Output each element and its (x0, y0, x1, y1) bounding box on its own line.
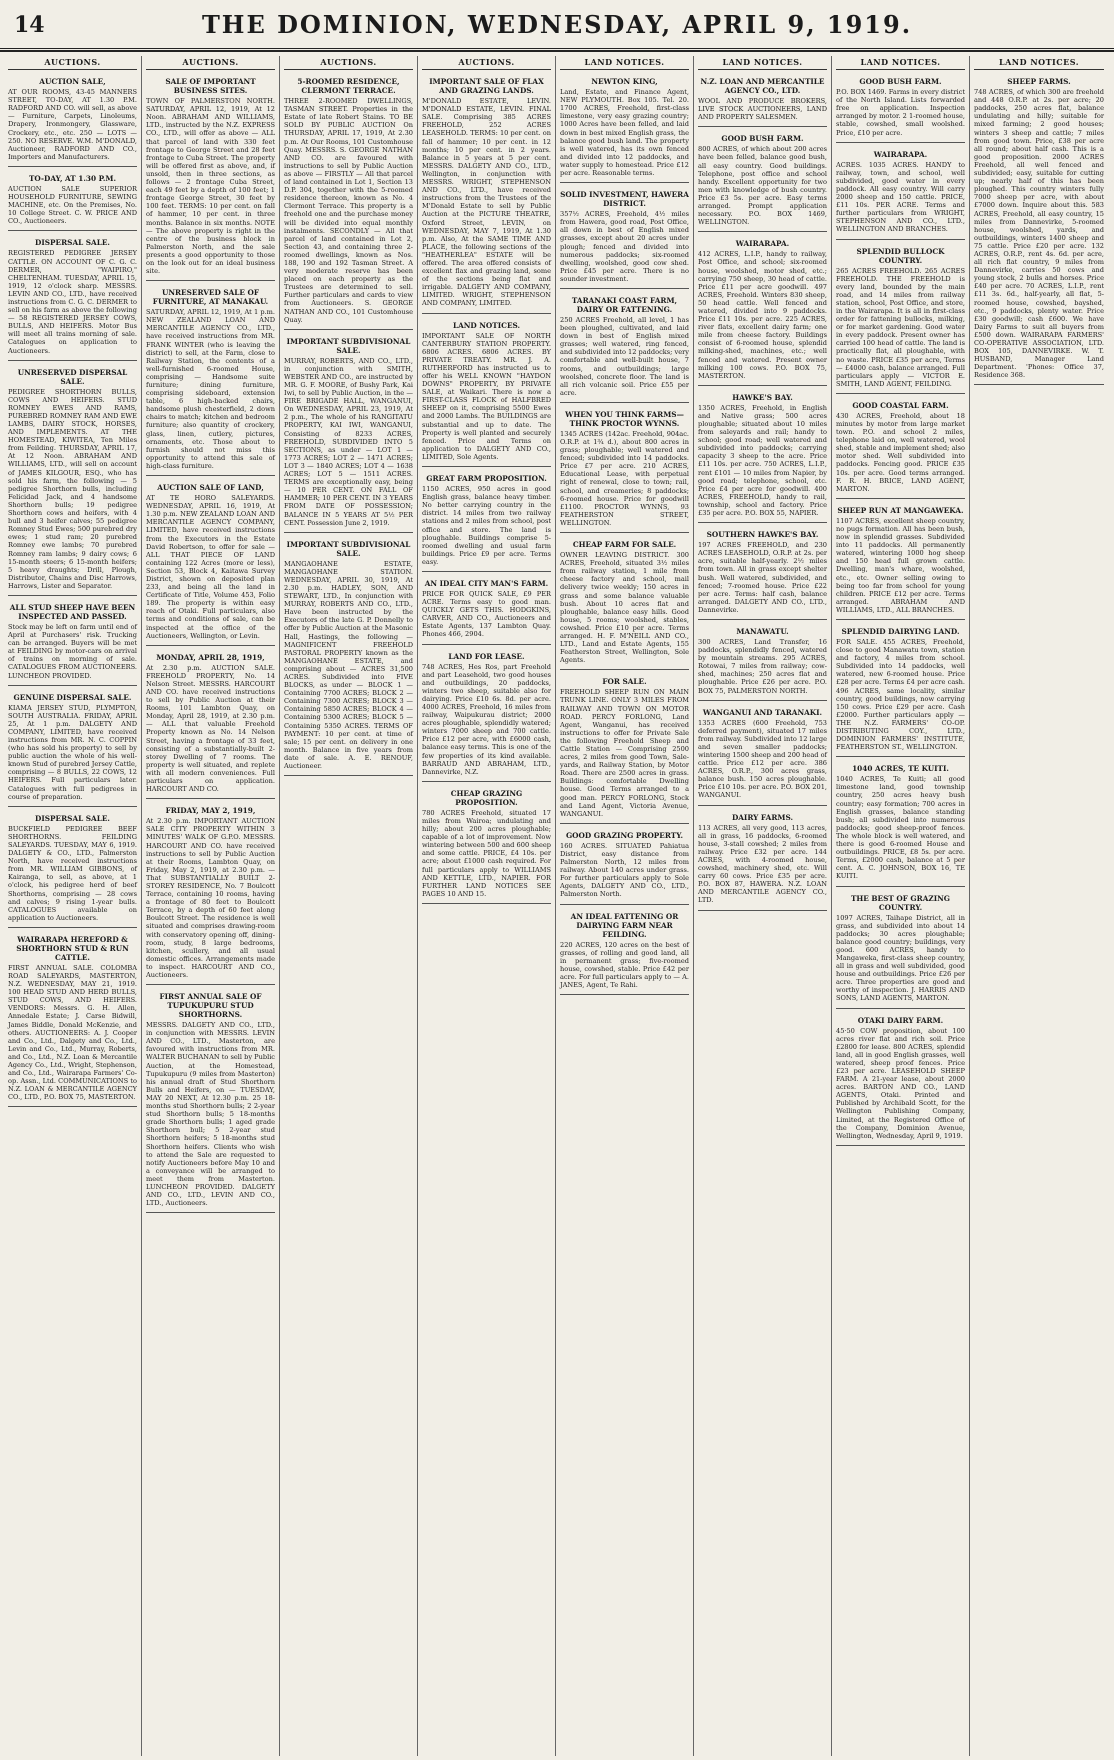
column-1 (4, 56, 142, 1756)
ad-heading: CHEAP GRAZING PROPOSITION. (450, 788, 523, 807)
ad-heading: FOR SALE. (602, 677, 647, 687)
advertisement (836, 1013, 965, 1146)
ad-body: KIAMA JERSEY STUD, PLYMPTON, SOUTH AUSTRALIA. FRIDAY, APRIL 25, At 1 p.m. DALGETY AND COMPANY, LIMITED, have received instructions from MR. N. C. COPPIN (who has sold his property) to sell by public auction the whole of his well-known Stud of purebred Jersey Cattle, comprising — 8 BULLS, 22 COWS, 12 HEIFERS. Full particulars later. Catalogues with full pedigrees in course of preparation. (8, 703, 137, 801)
ad-heading: FIRST ANNUAL SALE OF TUPUKUPURU STUD SHORTHORNS. (159, 992, 262, 1020)
ad-body: 1040 ACRES, Te Kuiti; all good limestone land, good township country, 250 acres heavy bush country; easy formation; 700 acres in English grasses, balance standing bush; all subdivided into numerous paddocks; good sheep-proof fences. The whole block is well watered, and there is good 6-roomed House and outbuildings. PRICE, £8 5s. per acre. Terms, £2000 cash, balance at 5 per cent. A. C. JOHNSON, BOX 16, TE KUITI. (836, 775, 965, 881)
ad-heading: WHEN YOU THINK FARMS—THINK PROCTOR WYNNS. (565, 409, 684, 428)
advertisement (284, 537, 413, 776)
column-header: LAND NOTICES. (698, 56, 827, 70)
advertisement (8, 365, 137, 596)
column-5 (556, 56, 694, 1756)
column-header: AUCTIONS. (146, 56, 275, 70)
advertisement (8, 171, 137, 231)
ad-heading: SALE OF IMPORTANT BUSINESS SITES. (165, 77, 256, 96)
ad-heading: GOOD COASTAL FARM. (852, 400, 949, 410)
ad-body: 1353 ACRES (600 Freehold, 753 deferred payment), situated 17 miles from railway. Subdivided into 12 large and seven smaller paddocks; wintering 1500 sheep and 200 head of cattle. Price £12 per acre. 386 ACRES, O.R.P., 300 acres grass, balance bush. 150 acres ploughable. Price £10 10s. per acre. P.O. BOX 201, WANGANUI. (698, 718, 827, 800)
ad-body: PEDIGREE SHORTHORN BULLS, COWS AND HEIFERS. STUD ROMNEY EWES AND RAMS, PUREBRED ROMNEY RAM AND EWE LAMBS, DAIRY STOCK, HORSES, AND IMPLEMENTS. AT THE HOMESTEAD, KIWITEA, Ten Miles from Feilding. THURSDAY, APRIL 17, At 12 Noon. ABRAHAM AND WILLIAMS, LTD., will sell on account of JAMES KILGOUR, ESQ., who has sold his farm, the following — 5 pedigree Shorthorn bulls, including Felicidad Jack, and 4 handsome Shorthorn bulls; 19 pedigree Shorthorn cows and heifers, with 4 bull and 3 heifer calves; 55 pedigree Romney Stud Ewes; 500 purebred dry ewes; 1 stud ram; 20 purebred Romney ewe lambs; 70 purebred Romney ram lambs; 9 dairy cows; 6 15-month steers; 6 15-month heifers; 5 heavy draughts; Drill, Plough, Distributor, Chains and Disc Harrows, Harrows, Lister and Separator. (8, 387, 137, 590)
advertisement (422, 471, 551, 572)
ad-body: FREEHOLD SHEEP RUN ON MAIN TRUNK LINE. ONLY 3 MILES FROM RAILWAY AND TOWN ON MOTOR ROAD. PERCY FORLONG, Land Agent, Wanganui, has received instructions to offer for Private Sale the following Freehold Sheep and Cattle Station — Comprising 2500 acres, 2 miles from good Town, Sale-yards, and Railway Station, by Motor Road. There are 2500 acres in grass. Buildings: comfortable Dwelling house. Good Terms arranged to a good man. PERCY FORLONG, Stock and Land Agent, Victoria Avenue, WANGANUI. (560, 688, 689, 818)
column-header: LAND NOTICES. (560, 56, 689, 70)
ad-heading: AUCTION SALE OF LAND, (157, 483, 264, 493)
ad-body: OWNER LEAVING DISTRICT. 300 ACRES, Freehold, situated 3½ miles from railway station, 1 mile from cheese factory and school, mail delivery twice weekly; 150 acres in grass and some balance valuable bush. About 10 acres flat and ploughable, balance easy hills. Good house, 5 rooms; woolshed, stables, cowshed. Price £10 per acre. Terms arranged. H. F. M'NEILL AND CO., LTD., Land and Estate Agents, 155 Featherston Street, Wellington, Sole Agents. (560, 551, 689, 665)
ad-heading: DISPERSAL SALE. (35, 238, 110, 248)
ad-heading: UNRESERVED DISPERSAL SALE. (17, 367, 128, 386)
ad-heading: FRIDAY, MAY 2, 1919, (165, 806, 256, 816)
advertisement (836, 624, 965, 757)
ad-heading: THE BEST OF GRAZING COUNTRY. (850, 893, 951, 912)
column-header: AUCTIONS. (284, 56, 413, 70)
ad-heading: IMPORTANT SALE OF FLAX AND GRAZING LANDS. (429, 77, 544, 96)
ad-body: TOWN OF PALMERSTON NORTH. SATURDAY, APRIL 12, 1919, At 12 Noon. ABRAHAM AND WILLIAMS, LTD., instructed by the N.Z. EXPRESS CO., LTD., will offer as above — ALL that parcel of land with 330 feet frontage to George Street and 28 feet frontage to Cuba Street. The property will be offered first as above, and, if unsold, then in three sections, as follows — 2 frontage Cuba Street, each 49 feet by a depth of 100 feet; 1 frontage George Street, 30 feet by 100 feet. TERMS: 10 per cent. on fall of hammer, 10 per cent. in three months. Balance in six months. NOTE — The above property is right in the centre of the business block in Palmerston North, and the sale presents a good opportunity to those on the look out for an ideal business site. (146, 97, 275, 276)
advertisement (422, 649, 551, 782)
ad-heading: LAND FOR LEASE. (448, 651, 525, 661)
ad-heading: WAIRARAPA. (873, 149, 928, 159)
ad-body: WOOL AND PRODUCE BROKERS, LIVE STOCK AUCTIONEERS, LAND AND PROPERTY SALESMEN. (698, 97, 827, 122)
ad-body: 220 ACRES, 120 acres on the best of grasses, of rolling and good land, all in permanent grass; five-roomed house, cowshed, stable. Price £42 per acre. For full particulars apply to — A. JANES, Agent, Te Rahi. (560, 940, 689, 989)
advertisement (974, 74, 1104, 385)
column-header: LAND NOTICES. (974, 56, 1104, 70)
advertisement (698, 527, 827, 620)
column-7 (832, 56, 970, 1756)
column-8 (970, 56, 1108, 1756)
masthead-rule (0, 48, 1114, 49)
column-header: AUCTIONS. (8, 56, 137, 70)
ad-heading: WAIRARAPA. (735, 239, 790, 249)
ad-body: M'DONALD ESTATE, LEVIN. M'DONALD ESTATE, LEVIN. FINAL SALE. Comprising 385 ACRES FREEHOLD, 252 ACRES LEASEHOLD. TERMS: 10 per cent. on fall of hammer; 10 per cent. in 12 months; 10 per cent. in 2 years. Balance in 5 years at 5 per cent. MESSRS. DALGETY AND CO., LTD., Wellington, in conjunction with MESSRS. WRIGHT, STEPHENSON AND CO., LTD., have received instructions from the Trustees of the M'Donald Estate to sell by Public Auction at the PICTURE THEATRE, Oxford Street, LEVIN, on WEDNESDAY, MAY 7, 1919, At 1.30 p.m. Also, At the SAME TIME AND PLACE, the following sections of the "HEATHERLEA" ESTATE will be offered. The area offered consists of excellent flax and grazing land, some of the sections being flat and irrigable. DALGETY AND COMPANY, LIMITED. WRIGHT, STEPHENSON AND COMPANY, LIMITED. (422, 97, 551, 308)
ad-body: 412 ACRES, L.I.P., handy to railway, Post Office, and school; six-roomed house, woolshed, motor shed, etc.; carrying 750 sheep, 30 head of cattle. Price £11 per acre goodwill. 497 ACRES, Freehold. Winters 830 sheep, 50 head cattle. Well fenced and watered, divided into 9 paddocks. Price £11 10s. per acre. 225 ACRES, river flats, excellent dairy farm; one mile from cheese factory. Buildings consist of 6-roomed house, splendid milking-shed, machines, etc.; well fenced and watered. Present owner milking 100 cows. P.O. BOX 75, MASTERTON. (698, 250, 827, 380)
advertisement (698, 705, 827, 806)
columns-container (4, 56, 1110, 1756)
advertisement (836, 244, 965, 394)
advertisement (560, 293, 689, 403)
ad-body: 1345 ACRES (142ac. Freehold, 904ac. O.R.P. at 1¾ d.), about 800 acres in grass; ploughable; well watered and fenced; subdivided into 14 paddocks. Price £7 per acre. 210 ACRES, Educational Lease, with perpetual right of renewal, close to town; rail, school, and creameries; 8 paddocks; 6-roomed house. Price for goodwill £1100. PROCTOR WYNNS, 93 FEATHERSTON STREET, WELLINGTON. (560, 429, 689, 527)
ad-body: FOR SALE. 455 ACRES, Freehold, close to good Manawatu town, station and factory, 4 miles from school. Subdivided into 14 paddocks, well watered, new 6-roomed house. Price £28 per acre. Terms £4 per acre cash. 496 ACRES, same locality, similar country, good buildings, now carrying 150 cows. Price £29 per acre. Cash £2000. Further particulars apply — THE N.Z. FARMERS' CO-OP. DISTRIBUTING COY., LTD., DOMINION FARMERS' INSTITUTE, FEATHERSTON ST., WELLINGTON. (836, 637, 965, 752)
ad-heading: ALL STUD SHEEP HAVE BEEN INSPECTED AND PASSED. (9, 602, 136, 621)
ad-heading: GREAT FARM PROPOSITION. (426, 474, 547, 484)
ad-body: REGISTERED PEDIGREE JERSEY CATTLE. ON ACCOUNT OF C. G. C. DERMER, "WAIPIRO," CHELTENHAM. TUESDAY, APRIL 15, 1919, 12 o'clock sharp. MESSRS. LEVIN AND CO., LTD., have received instructions from C. G. C. DERMER to sell on his farm as above the following — 58 REGISTERED JERSEY COWS, BULLS, AND HEIFERS. Motor Bus will meet all trains morning of sale. Catalogues on application to Auctioneers. (8, 249, 137, 355)
advertisement (698, 74, 827, 127)
ad-body: 748 ACRES, Hes Ros, part Freehold and part Leasehold, two good houses and outbuildings, 20 paddocks, winters two sheep, suitable also for dairying. Price £10 6s. 8d. per acre. 4000 ACRES, Freehold, 16 miles from railway, Waipukurau district; 2000 acres ploughable, splendidly watered; winters 7000 sheep and 700 cattle. Price £12 per acre, with £6000 cash, balance easy terms. This is one of the few properties of its kind available. BARRAUD AND ABRAHAM, LTD., Dannevirke, N.Z. (422, 662, 551, 776)
ad-body: 250 ACRES Freehold, all level, 1 has been ploughed, cultivated, and laid down in best of English mixed grasses; well watered, ring fenced, and subdivided into 12 paddocks; very comfortable and well-built house, 7 rooms, and outbuildings; large woolshed, concrete floor. The land is all rich volcanic soil. Price £55 per acre. (560, 315, 689, 397)
advertisement (560, 407, 689, 533)
advertisement (560, 537, 689, 670)
ad-body: 357½ ACRES, Freehold, 4½ miles from Hawera, good road, Post Office, all down in best of English mixed grasses, except about 20 acres under plough; fenced and divided into numerous paddocks; six-roomed dwelling, woolshed, good cow shed. Price £45 per acre. There is no sounder investment. (560, 210, 689, 283)
ad-heading: DAIRY FARMS. (731, 812, 794, 822)
advertisement (422, 786, 551, 904)
ad-heading: GENUINE DISPERSAL SALE. (13, 692, 132, 702)
column-4 (418, 56, 556, 1756)
ad-heading: DISPERSAL SALE. (35, 813, 110, 823)
advertisement (8, 74, 137, 167)
advertisement (698, 390, 827, 523)
ad-heading: IMPORTANT SUBDIVISIONAL SALE. (286, 336, 411, 355)
advertisement (422, 318, 551, 468)
ad-body: 1350 ACRES, Freehold, in English and Native grass; 500 acres ploughable; situated about 10 miles from saleyards and rail; handy to school; good road; well watered and subdivided into paddocks; carrying capacity 3 sheep to the acre. Price £11 10s. per acre. 750 ACRES, L.I.P., rent £101 — 10 miles from Napier, by good road; telephone, school, etc. Price £4 per acre for goodwill. 400 ACRES, FREEHOLD, handy to rail, township, school and factory. Price £35 per acre. P.O. BOX 55, NAPIER. (698, 403, 827, 518)
ad-body: 1097 ACRES, Taihape District, all in grass, and subdivided into about 14 paddocks; 30 acres ploughable; balance good country; buildings, very good. 600 ACRES, handy to Mangaweka, first-class sheep country, all in grass and well subdivided, good house and outbuildings. Price £26 per acre. Three properties are good and worthy of inspection. J. HARRIS AND SONS, LAND AGENTS, MARTON. (836, 913, 965, 1003)
ad-heading: SPLENDID DAIRYING LAND. (841, 626, 960, 636)
ad-heading: MANAWATU. (736, 626, 789, 636)
ad-body: At 2.30 p.m. AUCTION SALE. FREEHOLD PROPERTY, No. 14 Nelson Street. MESSRS. HARCOURT AND CO. have received instructions to sell by Public Auction at their Rooms, 101 Lambton Quay, on Monday, April 28, 1919, at 2.30 p.m. — ALL that valuable Freehold Property known as No. 14 Nelson Street, having a frontage of 33 feet, consisting of a substantially-built 2-storey Dwelling of 7 rooms. The property is well situated, and replete with all modern conveniences. Full particulars on application. HARCOURT AND CO. (146, 663, 275, 794)
advertisement (560, 828, 689, 905)
ad-heading: SPLENDID BULLOCK COUNTRY. (856, 246, 945, 265)
advertisement (836, 74, 965, 143)
ad-heading: OTAKI DAIRY FARM. (857, 1015, 944, 1025)
advertisement (146, 803, 275, 985)
ad-body: Stock may be left on farm until end of April at Purchasers' risk. Trucking can be arranged. Buyers will be met at FEILDING by motor-cars on arrival of trains on morning of sale. CATALOGUES FROM AUCTIONEERS. LUNCHEON PROVIDED. (8, 622, 137, 680)
ad-heading: TARANAKI COAST FARM, DAIRY OR FATTENING. (571, 295, 678, 314)
ad-body: BUCKFIELD PEDIGREE BEEF SHORTHORNS. FEILDING SALEYARDS. TUESDAY, MAY 6, 1919. DALGETY & CO., LTD., Palmerston North, have received instructions from MR. WILLIAM GIBBONS, of Kairanga, to sell, as above, at 1 o'clock, his pedigree herd of beef Shorthorns, comprising — 28 cows and calves; 9 rising 1-year bulls. CATALOGUES available on application to Auctioneers. (8, 824, 137, 922)
advertisement (836, 761, 965, 886)
advertisement (422, 74, 551, 313)
ad-body: MANGAOHANE ESTATE, MANGAOHANE STATION. WEDNESDAY, APRIL 30, 1919, At 2.30 p.m. HADLEY, SON, AND STEWART, LTD., In conjunction with MURRAY, ROBERTS AND CO., LTD., Have been instructed by the Executors of the late G. P. Donnelly to offer by Public Auction at the Masonic Hall, Hastings, the following — MAGNIFICENT FREEHOLD PASTORAL PROPERTY known as the MANGAOHANE ESTATE, and comprising about — ACRES 31,500 ACRES. Subdivided into FIVE BLOCKS, as under — BLOCK 1 — Containing 7700 ACRES; BLOCK 2 — Containing 7300 ACRES; BLOCK 3 — Containing 5850 ACRES; BLOCK 4 — Containing 5300 ACRES; BLOCK 5 — Containing 5350 ACRES. TERMS OF PAYMENT: 10 per cent. at time of sale; 15 per cent. on delivery in one month. Balance in five years from date of sale. A. E. RENOUF, Auctioneer. (284, 559, 413, 771)
ad-body: MURRAY, ROBERTS, AND CO., LTD., in conjunction with SMITH, WEBSTER AND CO., are instructed by MR. G. F. MOORE, of Bushy Park, Kai Iwi, to sell by Public Auction, in the — FIRE BRIGADE HALL, WANGANUI, On WEDNESDAY, APRIL 23, 1919, At 2 p.m., The whole of his RANGITATU PROPERTY, KAI IWI, WANGANUI, Consisting of 8233 ACRES, FREEHOLD, SUBDIVIDED INTO 5 SECTIONS, as under — LOT 1 — 1773 ACRES; LOT 2 — 1471 ACRES; LOT 3 — 1840 ACRES; LOT 4 — 1638 ACRES; LOT 5 — 1511 ACRES. TERMS are exceptionally easy, being — 10 PER CENT. ON FALL OF HAMMER; 10 PER CENT. IN 3 YEARS FROM DATE OF POSSESSION; BALANCE IN 5 YEARS AT 5½ PER CENT. Possession June 2, 1919. (284, 356, 413, 527)
ad-heading: N.Z. LOAN AND MERCANTILE AGENCY CO., LTD. (700, 77, 825, 96)
advertisement (8, 600, 137, 686)
ad-heading: MONDAY, APRIL 28, 1919, (156, 652, 265, 662)
newspaper-title: THE DOMINION, WEDNESDAY, APRIL 9, 1919. (201, 10, 913, 39)
ad-heading: GOOD GRAZING PROPERTY. (565, 830, 684, 840)
ad-body: 1107 ACRES, excellent sheep country, no pugs formation. All has been bush, now in splendid grasses. Subdivided into 11 paddocks. All permanently watered, wintering 1000 hog sheep and 150 head full grown cattle. Dwelling, man's whare, woolshed, etc., etc. Owner selling owing to being too far from school for young children. PRICE £12 per acre. Terms arranged. ABRAHAM AND WILLIAMS, LTD., ALL BRANCHES. (836, 516, 965, 614)
ad-body: 300 ACRES, Land Transfer, 16 paddocks, splendidly fenced, watered by mountain streams. 295 ACRES, Rotowai, 7 miles from railway; cow-shed, machines; 250 acres flat and ploughable. Price £26 per acre. P.O. BOX 75, PALMERSTON NORTH. (698, 637, 827, 695)
advertisement (8, 811, 137, 928)
ad-body: P.O. BOX 1469. Farms in every district of the North Island. Lists forwarded free on application. Inspection arranged by motor. 2 1-roomed house, stable, cowshed, small woolshed. Price, £10 per acre. (836, 88, 965, 137)
advertisement (698, 131, 827, 232)
advertisement (560, 674, 689, 824)
ad-heading: AUCTION SALE, (39, 77, 106, 87)
ad-body: 800 ACRES, of which about 200 acres have been felled, balance good bush, all easy country. Good buildings. Telephone, post office and school handy. Excellent opportunity for two men with knowledge of bush country. Price £3 5s. per acre. Easy terms arranged. Prompt application necessary. P.O. BOX 1469, WELLINGTON. (698, 145, 827, 227)
ad-body: IMPORTANT SALE OF NORTH CANTERBURY STATION PROPERTY. 6806 ACRES. 6806 ACRES. BY PRIVATE TREATY. MR. J. A. RUTHERFORD has instructed us to offer his WELL KNOWN "HAYDON DOWNS" PROPERTY, BY PRIVATE SALE, at Waikari. There is now a FIRST-CLASS FLOCK of HALFBRED SHEEP on it, comprising 5500 Ewes and 2000 Lambs. The BUILDINGS are substantial and up to date. The Property is well planted and securely fenced. Price and Terms on application to DALGETY AND CO., LIMITED, Sole Agents. (422, 331, 551, 461)
ad-body: 430 ACRES, Freehold, about 18 minutes by motor from large market town. P.O. and school 2 miles, telephone laid on, well watered, wool shed, stable and implement shed; also motor shed. Well subdivided into paddocks. Fencing good. PRICE £35 10s. per acre. Good terms arranged. F. R. H. BRICE, LAND AGENT, MARTON. (836, 411, 965, 493)
advertisement (284, 334, 413, 533)
column-2 (142, 56, 280, 1756)
advertisement (8, 690, 137, 807)
ad-body: Land, Estate, and Finance Agent, NEW PLYMOUTH. Box 105. Tel. 20. 1700 ACRES, Freehold, first-class limestone, very easy grazing country; 1000 Acres have been felled, and laid down in best mixed English grass, the balance good bush land. The property is well watered, has its own fenced and divided into 12 paddocks, and water supply to homestead. Price £12 per acre. Reasonable terms. (560, 88, 689, 178)
ad-body: THREE 2-ROOMED DWELLINGS, TASMAN STREET. Properties in the Estate of late Robert Stains. TO BE SOLD BY PUBLIC AUCTION On THURSDAY, APRIL 17, 1919, At 2.30 p.m. At Our Rooms, 101 Customhouse Quay. MESSRS. S. GEORGE NATHAN AND CO. are favoured with instructions to sell by Public Auction as above — FIRSTLY — All that parcel of land contained in Lot 1, Section 13 D.P. 304, together with the 5-roomed residence thereon, known as No. 4 Clermont Terrace. This property is a freehold one and the purchase money will be divided into equal monthly instalments. SECONDLY — All that parcel of land contained in Lot 2, Section 43, and containing three 2-roomed dwellings, known as Nos. 188, 190 and 192 Tasman Street. A very moderate reserve has been placed on each property as the Trustees are determined to sell. Further particulars and cards to view from Auctioneers. S. GEORGE NATHAN AND CO., 101 Customhouse Quay. (284, 97, 413, 324)
ad-body: 197 ACRES FREEHOLD, and 230 ACRES LEASEHOLD, O.R.P. at 2s. per acre, suitable half-yearly. 2½ miles from town. All in grass except shelter bush. Well watered, subdivided, and fenced; 7-roomed house. Price £22 per acre. Terms: half cash, balance arranged. DALGETY AND CO., LTD., Dannevirke. (698, 541, 827, 614)
advertisement (560, 74, 689, 183)
ad-body: SATURDAY, APRIL 12, 1919, At 1 p.m. NEW ZEALAND LOAN AND MERCANTILE AGENCY CO., LTD., have received instructions from MR. FRANK WINTER (who is leaving the district) to sell, at the Farm, close to Railway Station, the contents of a well-furnished 6-roomed House, comprising — Handsome suite furniture; dining furniture, comprising sideboard, extension table, 6 high-backed chairs, handsome plush chesterfield, 2 down chairs to match; kitchen and bedroom furniture; also quantity of crockery, glass, linen, cutlery, pictures, ornaments, etc. Those about to furnish should not miss this opportunity to attend this sale of high-class furniture. (146, 308, 275, 470)
ad-heading: AN IDEAL FATTENING OR DAIRYING FARM NEAR FEILDING. (570, 911, 679, 939)
ad-body: MESSRS. DALGETY AND CO., LTD., in conjunction with MESSRS. LEVIN AND CO., LTD., Masterton, are favoured with instructions from MR. WALTER BUCHANAN to sell by Public Auction, at the Homestead, Tupukupuru (9 miles from Masterton) his annual draft of Stud Shorthorn Bulls and Heifers, on — TUESDAY, MAY 20 NEXT, At 12.30 p.m. 25 18-months stud Shorthorn bulls; 2 2-year stud Shorthorn bulls; 5 18-months grade Shorthorn bulls; 1 aged grade Shorthorn bull; 5 2-year stud Shorthorn heifers; 5 18-months stud Shorthorn heifers. Clients who wish to attend the Sale are requested to notify Auctioneers before May 10 and a conveyance will be arranged to meet them from Masterton. LUNCHEON PROVIDED. DALGETY AND CO., LTD., LEVIN AND CO., LTD., Auctioneers. (146, 1021, 275, 1208)
ad-heading: SOUTHERN HAWKE'S BAY. (706, 530, 819, 540)
ad-body: 113 ACRES, all very good, 113 acres, all in grass, 16 paddocks, 6-roomed house, 3-stall cowshed; 2 miles from railway. Price £32 per acre. 144 ACRES, with 4-roomed house, cowshed, machinery shed, etc. Will carry 60 cows. Price £35 per acre. P.O. BOX 87, HAWERA. N.Z. LOAN AND MERCANTILE AGENCY CO., LTD. (698, 823, 827, 905)
ad-heading: WAIRARAPA HEREFORD & SHORTHORN STUD & RUN CATTLE. (16, 934, 129, 962)
ad-heading: NEWTON KING, (591, 77, 658, 87)
advertisement (8, 235, 137, 360)
ad-body: FIRST ANNUAL SALE. COLOMBA ROAD SALEYARDS, MASTERTON, N.Z. WEDNESDAY, MAY 21, 1919. 100 HEAD STUD AND HERD BULLS, STUD COWS, AND HEIFERS. VENDORS: Messrs. G. H. Allen, Annedale Estate; J. Carse Bidwill, James Biddle, Donald McKenzie, and others. AUCTIONEERS: A. J. Cooper and Co., Ltd., Dalgety and Co., Ltd., Levin and Co., Ltd., Murray, Roberts, and Co., Ltd., N.Z. Loan & Mercantile Agency Co., Ltd., Wright, Stephenson, and Co., Ltd., Wairarapa Farmers' Co-op. Assn., Ltd. COMMUNICATIONS to N.Z. LOAN & MERCANTILE AGENCY CO., LTD., P.O. BOX 75, MASTERTON. (8, 963, 137, 1102)
ad-body: 780 ACRES Freehold, situated 17 miles from Wairoa; undulating and hilly; about 200 acres ploughable; capable of a lot of improvement. Now wintering between 500 and 600 sheep and some cattle. PRICE, £4 10s. per acre; about £1000 cash required. For full particulars apply to WILLIAMS AND KETTLE, LTD., NAPIER. FOR FURTHER LAND NOTICES SEE PAGES 10 AND 15. (422, 808, 551, 898)
ad-body: AT TE HORO SALEYARDS. WEDNESDAY, APRIL 16, 1919, At 1.30 p.m. NEW ZEALAND LOAN AND MERCANTILE AGENCY COMPANY, LIMITED, have received instructions from the Executors in the Estate David Robertson, to offer for sale — ALL THAT PIECE OF LAND containing 122 Acres (more or less), Section 53, Block 4, Kaitawa Survey District, shown on deposited plan 233, and being all the land in Certificate of Title, Volume 453, Folio 189. The property is within easy reach of Otaki. Full particulars, also terms and conditions of sale, can be inspected at the office of the Auctioneers, Wellington, or Levin. (146, 494, 275, 640)
advertisement (146, 989, 275, 1213)
page-number: 14 (14, 12, 45, 38)
advertisement (422, 576, 551, 645)
column-3 (280, 56, 418, 1756)
ad-body: 265 ACRES FREEHOLD. 265 ACRES FREEHOLD. THE FREEHOLD is every land, bounded by the main road, and 14 miles from railway station, school, Post Office, and store, in the Wairarapa. It is all in first-class order for fattening bullocks, milking, or for market gardening. Good water in every paddock. Present owner has carried 100 head of cattle. The land is practically flat, all ploughable, with no waste. PRICE £35 per acre, Terms — £4000 cash, balance arranged. Full particulars apply — VICTOR E. SMITH, LAND AGENT, FEILDING. (836, 266, 965, 388)
column-header: AUCTIONS. (422, 56, 551, 70)
ad-body: 160 ACRES. SITUATED Pahiatua District, easy distance from Palmerston North, 12 miles from railway. About 140 acres under grass. For further particulars apply to Sole Agents, DALGETY AND CO., LTD., Palmerston North. (560, 841, 689, 899)
ad-body: AUCTION SALE SUPERIOR HOUSEHOLD FURNITURE, SEWING MACHINE, etc. On the Premises, No. 10 College Street. C. W. PRICE AND CO., Auctioneers. (8, 184, 137, 226)
advertisement (836, 147, 965, 240)
advertisement (698, 624, 827, 701)
advertisement (146, 285, 275, 476)
advertisement (560, 909, 689, 996)
ad-body: 748 ACRES, of which 300 are freehold and 448 O.R.P. at 2s. per acre; 20 paddocks, 250 acres flat, balance undulating and hilly; suitable for mixed farming; 2 good houses; winters 3 sheep and cattle; 7 miles from good town. Price, £38 per acre all round; about half cash. This is a good proposition. 2000 ACRES Freehold, all well fenced and subdivided; easy, suitable for cutting up; nearly half of this has been ploughed. This country winters fully 7000 sheep per acre, with about £7000 down. Inquire about this. 583 ACRES, Freehold, all easy country, 15 miles from Dannevirke, 5-roomed house, woolshed, yards, and outbuildings, winters 1400 sheep and 75 cattle. Price £20 per acre. 132 ACRES, O.R.P., rent 4s. 6d. per acre, all rich flat country, 9 miles from Dannevirke, carries 50 cows and young stock, 2 bulls and horses. Price £40 per acre. 70 ACRES, L.I.P., rent £11 3s. 6d., half-yearly, all flat, 5-roomed house, cowshed, bayshed, etc., 9 paddocks, plenty water. Price £30 goodwill; cash £600. We have Dairy Farms to suit all buyers from £500 down. WAIRARAPA FARMERS' CO-OPERATIVE ASSOCIATION, LTD. BOX 105, DANNEVIRKE. W. T. HUSBAND, Manager Land Department. 'Phones: Office 37, Residence 368. (974, 88, 1104, 380)
ad-heading: 5-ROOMED RESIDENCE, CLERMONT TERRACE. (297, 77, 400, 96)
ad-heading: IMPORTANT SUBDIVISIONAL SALE. (286, 539, 411, 558)
advertisement (836, 891, 965, 1009)
ad-body: ACRES. 1035 ACRES. HANDY to railway, town, and school, well subdivided, good water in every paddock. All easy country. Will carry 2000 sheep and 150 cattle. PRICE, £11 10s. PER ACRE. Terms and further particulars from WRIGHT, STEPHENSON AND CO., LTD., WELLINGTON AND BRANCHES. (836, 160, 965, 234)
ad-heading: HAWKE'S BAY. (732, 392, 793, 402)
ad-heading: SOLID INVESTMENT, HAWERA DISTRICT. (560, 190, 689, 209)
ad-heading: AN IDEAL CITY MAN'S FARM. (424, 578, 549, 588)
column-header: LAND NOTICES. (836, 56, 965, 70)
advertisement (8, 932, 137, 1108)
advertisement (146, 650, 275, 800)
ad-heading: TO-DAY, AT 1.30 P.M. (28, 173, 117, 183)
ad-heading: UNRESERVED SALE OF FURNITURE, AT MANAKAU. (152, 288, 269, 307)
ad-heading: LAND NOTICES. (452, 320, 521, 330)
ad-body: At 2.30 p.m. IMPORTANT AUCTION SALE CITY PROPERTY WITHIN 3 MINUTES' WALK OF G.P.O. MESSRS. HARCOURT AND CO. have received instructions to sell by Public Auction at their Rooms, Lambton Quay, on Friday, May 2, 1919, at 2.30 p.m. — That SUBSTANTIALLY BUILT 2-STOREY RESIDENCE, No. 7 Boulcott Terrace, containing 10 rooms, having a frontage of 80 feet to Boulcott Terrace, by a depth of 60 feet along Boulcott Street. The residence is well situated and comprises drawing-room with conservatory opening off, dining-room, study, 8 large bedrooms, kitchen, scullery, and all usual domestic offices. Arrangements made to inspect. HARCOURT AND CO., Auctioneers. (146, 817, 275, 979)
advertisement (836, 503, 965, 620)
masthead (0, 0, 1114, 52)
ad-heading: CHEAP FARM FOR SALE. (572, 540, 677, 550)
advertisement (146, 74, 275, 281)
advertisement (836, 398, 965, 499)
ad-body: 45·50 COW proposition, about 100 acres river flat and rich soil. Price £2800 for lease. 800 ACRES, splendid land, all in good English grasses, well watered, sheep proof fences. Price £23 per acre. LEASEHOLD SHEEP FARM. A 21-year lease, about 2000 acres. BARTON AND CO., LAND AGENTS, Otaki. Printed and Published by Archibald Scott, for the Wellington Publishing Company, Limited, at the Registered Office of the Company, Dominion Avenue, Wellington, Wednesday, April 9, 1919. (836, 1026, 965, 1140)
column-6 (694, 56, 832, 1756)
ad-heading: GOOD BUSH FARM. (721, 134, 804, 144)
ad-heading: GOOD BUSH FARM. (859, 77, 942, 87)
ad-heading: 1040 ACRES, TE KUITI. (852, 764, 949, 774)
advertisement (698, 236, 827, 386)
ad-body: 1150 ACRES, 950 acres in good English grass, balance heavy timber. No better carrying country in the district. 14 miles from two railway stations and 2 miles from school, post office and store. The land is ploughable. Buildings comprise 5-roomed dwelling and usual farm buildings. Price £9 per acre. Terms easy. (422, 485, 551, 566)
advertisement (284, 74, 413, 330)
advertisement (146, 480, 275, 646)
ad-heading: SHEEP FARMS. (1007, 77, 1071, 87)
ad-heading: WANGANUI AND TARANAKI. (702, 707, 823, 717)
ad-body: AT OUR ROOMS, 43-45 MANNERS STREET, TO-DAY, AT 1.30 P.M. RADFORD AND CO. will sell, as above — Furniture, Carpets, Linoleums, Drapery, Ironmongery, Glassware, Crockery, etc., etc. 250 — LOTS — 250. NO RESERVE. W.M. M'DONALD, Auctioneer, RADFORD AND CO., Importers and Manufacturers. (8, 88, 137, 161)
advertisement (698, 810, 827, 911)
ad-body: PRICE FOR QUICK SALE, £9 PER ACRE. Terms easy to good man. QUICKLY GETS THIS. HODGKINS, CARVER, AND CO., Auctioneers and Estate Agents, 137 Lambton Quay. Phones 466, 2904. (422, 589, 551, 639)
advertisement (560, 187, 689, 289)
ad-heading: SHEEP RUN AT MANGAWEKA. (837, 505, 964, 515)
